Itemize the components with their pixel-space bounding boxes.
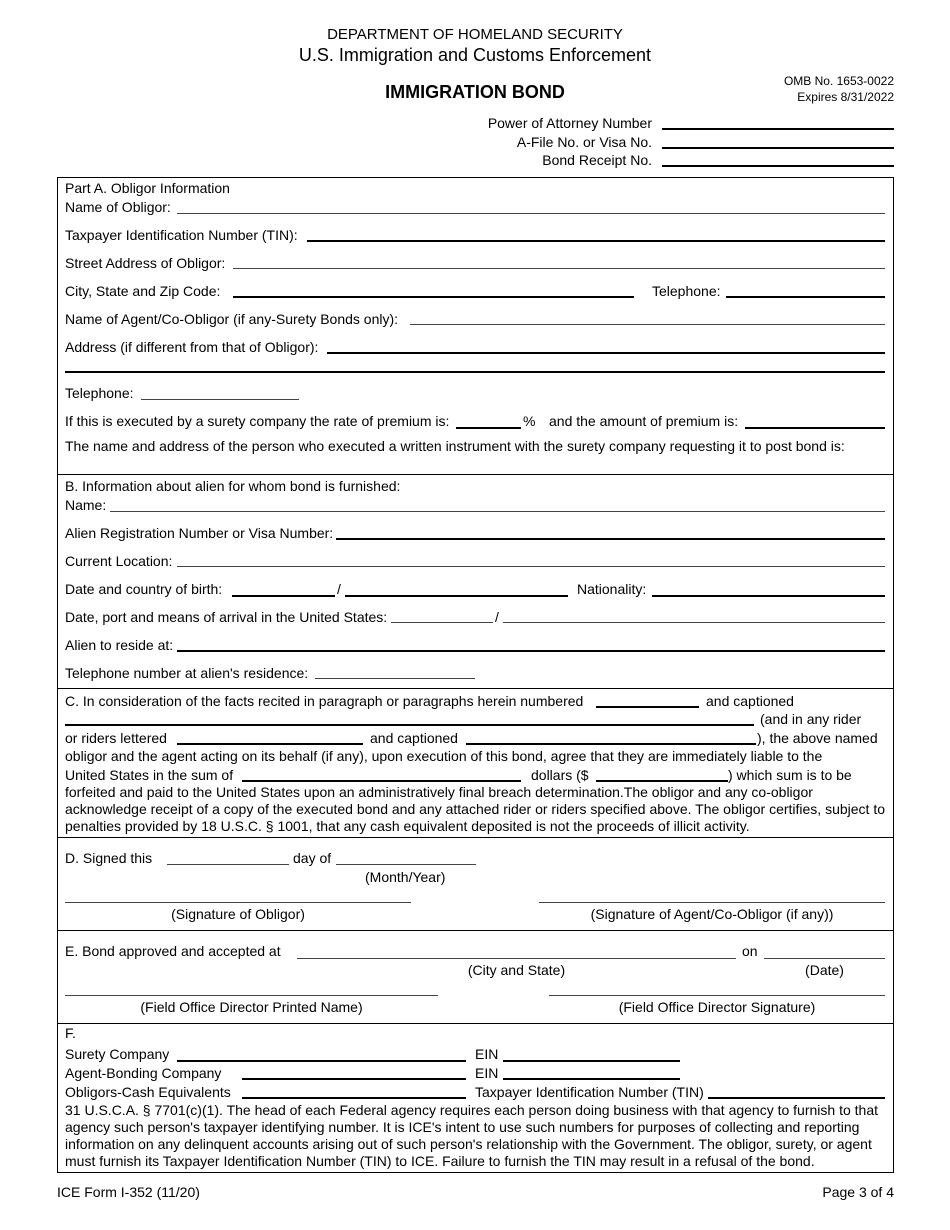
part-c-rider-text: (and in any rider bbox=[760, 711, 862, 727]
form-number: ICE Form I-352 (11/20) bbox=[57, 1184, 200, 1200]
obligors-tin-label: Taxpayer Identification Number (TIN) bbox=[475, 1084, 704, 1100]
sum-amount-field[interactable] bbox=[596, 780, 728, 782]
agent-bonding-label: Agent-Bonding Company bbox=[65, 1065, 222, 1081]
birth-date-field[interactable] bbox=[232, 595, 335, 597]
power-of-attorney-label: Power of Attorney Number bbox=[487, 115, 652, 131]
agent-signature-caption: (Signature of Agent/Co-Obligor (if any)) bbox=[590, 906, 834, 922]
tin-label: Taxpayer Identification Number (TIN): bbox=[65, 227, 298, 243]
reside-label: Alien to reside at: bbox=[65, 637, 174, 653]
part-c-above-named: ), the above named bbox=[757, 730, 878, 746]
obligors-cash-label: Obligors-Cash Equivalents bbox=[65, 1084, 231, 1100]
tin-notice: 31 U.S.C.A. § 7701(c)(1). The head of each Federal agency requires each person doing business with that agency to furnish to that agency such person's taxpayer identifying number. It is ICE's intent to use such numbers for purposes of collecting and reporting information on any delinquent accounts arising out of such person's relationship with the Government. The obligor, surety, or agent must furnish its Taxpayer Identification Number (TIN) to ICE. Failure to furnish the TIN may result in a refusal of the bond. bbox=[65, 1102, 878, 1169]
city-state-zip-field[interactable] bbox=[233, 296, 634, 298]
nationality-field[interactable] bbox=[652, 595, 885, 597]
street-address-label: Street Address of Obligor: bbox=[65, 255, 226, 271]
obligor-name-field[interactable] bbox=[177, 213, 885, 214]
approved-on-label: on bbox=[742, 943, 758, 959]
premium-amount-field[interactable] bbox=[745, 427, 885, 429]
section-divider-b bbox=[57, 474, 894, 475]
day-of-label: day of bbox=[293, 850, 332, 866]
expiration-date: Expires 8/31/2022 bbox=[797, 90, 894, 104]
birth-slash: / bbox=[337, 581, 341, 597]
tin-field[interactable] bbox=[307, 240, 885, 242]
surety-company-label: Surety Company bbox=[65, 1046, 170, 1062]
part-c-line1: C. In consideration of the facts recited in paragraph or paragraphs herein numbered bbox=[65, 693, 584, 709]
fod-printed-name-field[interactable] bbox=[65, 995, 438, 996]
arrival-label: Date, port and means of arrival in the United States: bbox=[65, 609, 388, 625]
premium-amount-label: and the amount of premium is: bbox=[549, 413, 739, 429]
signed-month-year-field[interactable] bbox=[336, 864, 476, 865]
sum-words-field[interactable] bbox=[242, 780, 521, 782]
reside-field[interactable] bbox=[177, 650, 885, 652]
part-b-heading: B. Information about alien for whom bond is furnished: bbox=[65, 478, 401, 494]
current-location-field[interactable] bbox=[177, 566, 885, 567]
fod-signature-field[interactable] bbox=[549, 995, 885, 996]
obligor-name-label: Name of Obligor: bbox=[65, 199, 171, 215]
surety-company-field[interactable] bbox=[177, 1060, 466, 1062]
agent-name-field[interactable] bbox=[410, 324, 885, 325]
month-year-caption: (Month/Year) bbox=[365, 869, 446, 885]
afile-field[interactable] bbox=[662, 147, 894, 149]
alien-phone-label: Telephone number at alien's residence: bbox=[65, 665, 309, 681]
fod-signature-caption: (Field Office Director Signature) bbox=[618, 999, 816, 1015]
bond-receipt-field[interactable] bbox=[662, 165, 894, 167]
omb-number: OMB No. 1653-0022 bbox=[783, 74, 894, 88]
approved-at-label: E. Bond approved and accepted at bbox=[65, 943, 281, 959]
part-c-body: forfeited and paid to the United States upon an administratively final breach determination.The obligor and any co-obligor acknowledge receipt of a copy of the executed bond and any attached rider or riders specified above. The obligor certifies, subject to penalties provided by 18 U.S.C. § 1001, that any cash equivalent deposited is not the proceeds of illicit activity. bbox=[65, 784, 886, 834]
agent-name-label: Name of Agent/Co-Obligor (if any-Surety Bonds only): bbox=[65, 311, 399, 327]
riders-lettered-field[interactable] bbox=[177, 743, 363, 745]
approved-date-field[interactable] bbox=[764, 958, 885, 959]
section-divider-e bbox=[57, 930, 894, 931]
part-c-sum-label: United States in the sum of bbox=[65, 767, 234, 783]
arrival-date-field[interactable] bbox=[391, 622, 493, 623]
part-c-dollars-label: dollars ($ bbox=[531, 767, 589, 783]
date-caption: (Date) bbox=[805, 962, 844, 978]
current-location-label: Current Location: bbox=[65, 553, 173, 569]
street-address-field[interactable] bbox=[233, 268, 885, 269]
component-name: U.S. Immigration and Customs Enforcement bbox=[298, 45, 652, 65]
part-a-heading: Part A. Obligor Information bbox=[65, 180, 230, 196]
nationality-label: Nationality: bbox=[577, 581, 647, 597]
alien-registration-field[interactable] bbox=[336, 538, 885, 540]
address-different-field[interactable] bbox=[327, 352, 885, 354]
signed-day-field[interactable] bbox=[167, 864, 289, 865]
power-of-attorney-field[interactable] bbox=[662, 128, 894, 130]
part-c-sum-tail: ) which sum is to be bbox=[728, 767, 852, 783]
caption-field[interactable] bbox=[65, 724, 754, 726]
section-divider-f bbox=[57, 1023, 894, 1024]
approved-city-state-field[interactable] bbox=[297, 958, 736, 959]
alien-registration-label: Alien Registration Number or Visa Number: bbox=[65, 525, 334, 541]
paragraph-numbers-field[interactable] bbox=[596, 706, 699, 708]
surety-ein-label: EIN bbox=[475, 1046, 499, 1062]
arrival-port-field[interactable] bbox=[503, 622, 885, 623]
part-c-captioned-2: and captioned bbox=[370, 730, 458, 746]
telephone2-field[interactable] bbox=[141, 399, 299, 400]
form-title: IMMIGRATION BOND bbox=[385, 82, 565, 102]
section-divider-c bbox=[57, 688, 894, 689]
obligors-cash-field[interactable] bbox=[242, 1097, 466, 1099]
agent-signature-field[interactable] bbox=[539, 902, 885, 903]
obligors-tin-field[interactable] bbox=[708, 1097, 885, 1099]
address-different-field-line2[interactable] bbox=[65, 371, 885, 373]
part-c-captioned-1: and captioned bbox=[706, 693, 794, 709]
telephone-field[interactable] bbox=[726, 296, 885, 298]
city-state-zip-label: City, State and Zip Code: bbox=[65, 283, 221, 299]
afile-label: A-File No. or Visa No. bbox=[516, 134, 652, 150]
alien-name-label: Name: bbox=[65, 497, 107, 513]
agent-ein-label: EIN bbox=[475, 1065, 499, 1081]
rider-caption-field[interactable] bbox=[466, 743, 756, 745]
part-c-riders-lettered: or riders lettered bbox=[65, 730, 167, 746]
premium-rate-label: If this is executed by a surety company the rate of premium is: bbox=[65, 413, 450, 429]
obligor-signature-field[interactable] bbox=[65, 902, 411, 903]
alien-phone-field[interactable] bbox=[315, 678, 475, 679]
part-c-line4: obligor and the agent acting on its behalf (if any), upon execution of this bond, agree that they are immediately liable to the bbox=[65, 748, 823, 764]
bond-receipt-label: Bond Receipt No. bbox=[542, 152, 652, 168]
signed-this-label: D. Signed this bbox=[65, 850, 153, 866]
section-divider-d bbox=[57, 837, 894, 838]
alien-name-field[interactable] bbox=[110, 511, 885, 512]
telephone2-label: Telephone: bbox=[65, 385, 134, 401]
agent-bonding-field[interactable] bbox=[242, 1078, 466, 1080]
percent-sign: % bbox=[523, 413, 536, 429]
birth-label: Date and country of birth: bbox=[65, 581, 223, 597]
telephone-label: Telephone: bbox=[652, 283, 721, 299]
birth-country-field[interactable] bbox=[345, 595, 568, 597]
part-f-heading: F. bbox=[65, 1025, 76, 1041]
city-state-caption: (City and State) bbox=[467, 962, 566, 978]
agent-ein-field[interactable] bbox=[503, 1078, 680, 1080]
executed-by-label: The name and address of the person who executed a written instrument with the surety company requesting it to post bond is: bbox=[65, 438, 845, 454]
arrival-slash: / bbox=[495, 609, 499, 625]
address-different-label: Address (if different from that of Obligor): bbox=[65, 339, 319, 355]
page-number: Page 3 of 4 bbox=[822, 1184, 894, 1200]
agency-name: DEPARTMENT OF HOMELAND SECURITY bbox=[327, 26, 623, 43]
premium-rate-field[interactable] bbox=[456, 427, 521, 429]
obligor-signature-caption: (Signature of Obligor) bbox=[171, 906, 305, 922]
surety-ein-field[interactable] bbox=[503, 1060, 680, 1062]
fod-printed-name-caption: (Field Office Director Printed Name) bbox=[140, 999, 363, 1015]
